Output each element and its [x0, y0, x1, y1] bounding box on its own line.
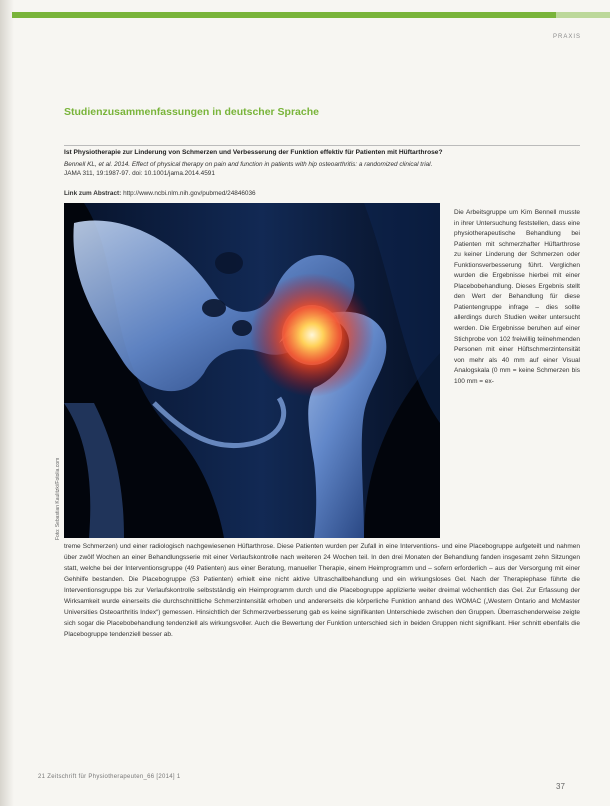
photo-credit: Foto: Sebastian Kaulitzki/Fotolia.com [55, 457, 61, 540]
abstract-link-label: Link zum Abstract: [64, 190, 122, 197]
page-number: 37 [556, 782, 565, 791]
hip-joint-illustration [64, 203, 440, 538]
top-accent-bar-end [556, 12, 610, 18]
divider-top [64, 145, 580, 146]
citation-text: Bennell KL, et al. 2014. Effect of physical therapy on pain and function in patients with hip osteoarthritis: a randomized clinical trial. [64, 161, 433, 168]
study-question: Ist Physiotherapie zur Linderung von Schmerzen und Verbesserung der Funktion effektiv für Patienten mit Hüftarthrose? [64, 149, 443, 156]
top-accent-bar [12, 12, 610, 18]
side-column-text: Die Arbeitsgruppe um Kim Bennell musste in ihrer Untersuchung feststellen, dass eine physiotherapeutische Behandlung bei Patienten mit schmerzhafter Hüftarthrose zu keiner Linderung der Schmerzen oder Funktionsverbesserung führt. Verglichen wurden die Ergebnisse hierbei mit einer Placebobehandlung. Dieses Ergebnis stellt den Wert der Behandlung für diese Patientengruppe infrage – dies sollte allerdings durch Studien weiter untersucht werden. Die Ergebnisse beruhen auf einer Stichprobe von 102 freiwillig teilnehmenden Personen mit einer Hüftschmerzintensität von mehr als 40 mm auf einer Visual Analogskala (0 mm = keine Schmerzen bis 100 mm = ex- [454, 209, 580, 385]
study-citation [64, 160, 580, 179]
abstract-link[interactable]: http://www.ncbi.nlm.nih.gov/pubmed/24846036 [123, 190, 256, 197]
page-binding-shadow [0, 0, 14, 806]
hip-xray-image [64, 203, 440, 538]
citation-journal: JAMA 311, 19:1987-97. doi: 10.1001/jama.2014.4591 [64, 170, 215, 178]
abstract-link-line [64, 189, 580, 198]
page-heading: Studienzusammenfassungen in deutscher Sprache [64, 106, 319, 118]
main-body-text: treme Schmerzen) und einer radiologisch nachgewiesenen Hüftarthrose. Diese Patienten wurden per Zufall in eine Interventions- und eine Placebogruppe aufgeteilt und nahmen über zwölf Wochen an einer Behandlungsserie mit einer Verlaufskontrolle nach weiteren 24 Wochen teil. In den drei Monaten der Behandlung fanden insgesamt zehn Sitzungen statt, welche bei der Interventionsgruppe (49 Patienten) aus einer Beratung, manueller Therapie, einem Heimprogramm und – sofern erforderlich – aus der Versorgung mit einer Gehhilfe bestanden. Die Placebogruppe (53 Patienten) erhielt eine nicht aktive Ultraschallbehandlung und ein wirkungsloses Gel. Nach der Therapiephase führte die Interventionsgruppe bis zur Verlaufskontrolle selbstständig ein Heimprogramm durch und die Placebogruppe applizierte weiter dreimal wöchentlich das Gel. Zur Erfassung der Wirksamkeit wurde einerseits die durchschnittliche Schmerzintensität erhoben und andererseits die körperliche Funktion anhand des WOMAC („Western Ontario and McMaster Universities Osteoarthritis Index“) gemessen. Hinsichtlich der Schmerzverbesserung gab es keine signifikanten Unterschiede zwischen den Gruppen. Überraschenderweise zeigte sich sogar die Placebobehandlung tendenziell als wirkungsvoller. Auch die Bewertung der Funktion unterschied sich in beiden Gruppen nicht signifikant. Hier schnitt ebenfalls die Placebogruppe tendenziell besser ab. [64, 543, 580, 638]
footer-journal: 21 Zeitschrift für Physiotherapeuten_66 [2014] 1 [38, 774, 181, 780]
section-label: PRAXIS [553, 34, 582, 40]
